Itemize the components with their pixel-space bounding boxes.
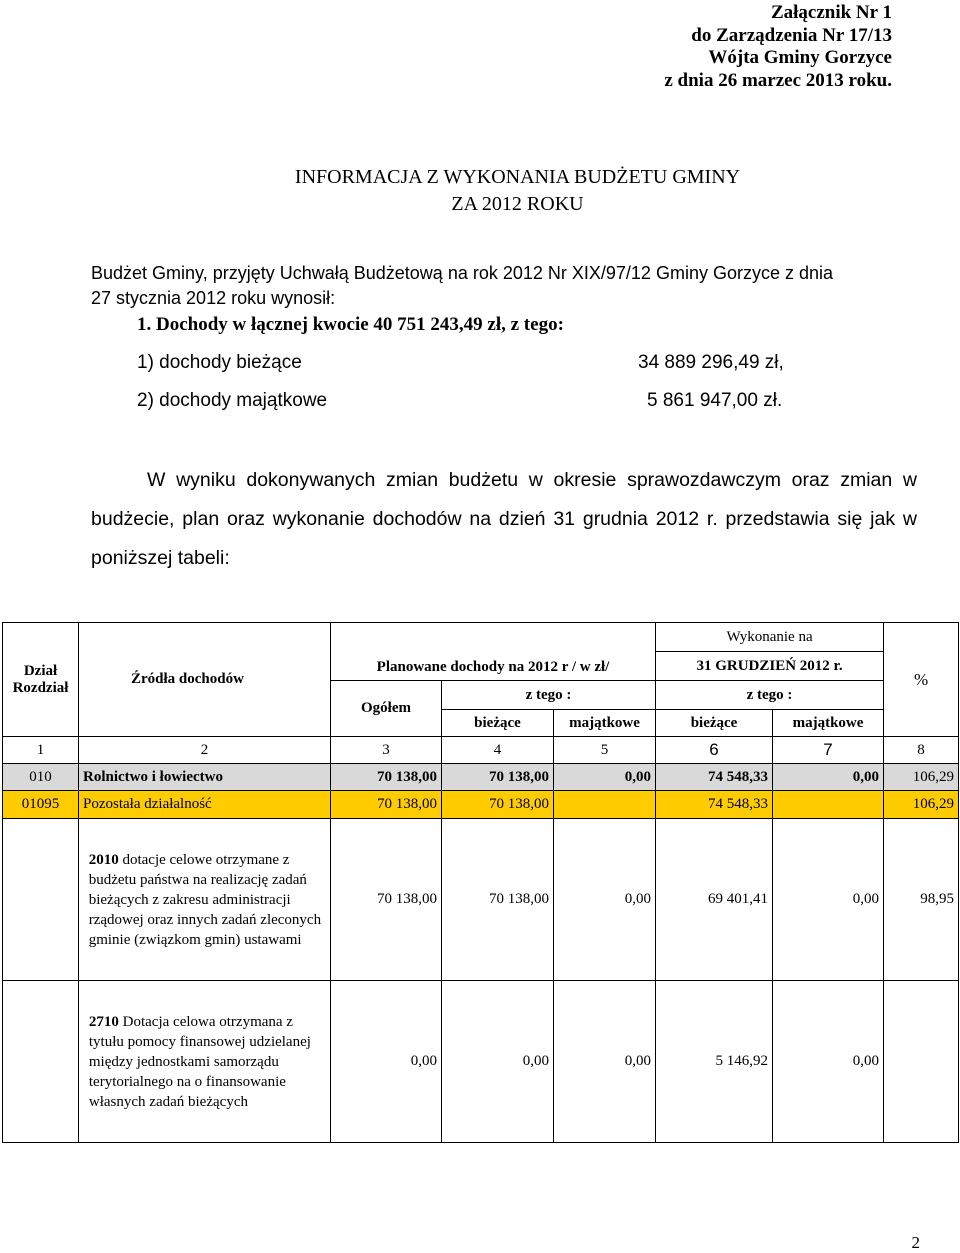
cell-biezace-plan: 70 138,00 bbox=[442, 764, 554, 791]
col-num-8: 8 bbox=[884, 737, 959, 764]
title-line-1: INFORMACJA Z WYKONANIA BUDŻETU GMINY bbox=[294, 166, 741, 188]
header-dzial bbox=[3, 623, 79, 737]
cell-majatkowe-plan: 0,00 bbox=[554, 981, 656, 1143]
col-num-3: 3 bbox=[331, 737, 442, 764]
paragraph-code: 2710 bbox=[88, 1013, 119, 1030]
cell-biezace-wyk: 74 548,33 bbox=[656, 791, 773, 819]
col-num-6: 6 bbox=[656, 737, 773, 764]
cell-majatkowe-plan: 0,00 bbox=[554, 819, 656, 981]
cell-majatkowe-wyk: 0,00 bbox=[773, 764, 884, 791]
header-biezace-wyk: bieżące bbox=[656, 710, 773, 737]
annex-line-4: z dnia 26 marzec 2013 roku. bbox=[664, 69, 892, 91]
cell-biezace-wyk: 74 548,33 bbox=[656, 764, 773, 791]
title-line-2: ZA 2012 ROKU bbox=[451, 193, 584, 215]
header-wykonanie-2: 31 GRUDZIEŃ 2012 r. bbox=[656, 652, 884, 681]
cell-biezace-wyk: 69 401,41 bbox=[656, 819, 773, 981]
cell-ogolem: 0,00 bbox=[331, 981, 442, 1143]
header-percent: % bbox=[884, 623, 959, 737]
page-number: 2 bbox=[911, 1233, 920, 1252]
cell-percent: 106,29 bbox=[884, 764, 959, 791]
col-num-5: 5 bbox=[554, 737, 656, 764]
paragraph-code: 2010 bbox=[88, 851, 119, 868]
cell-code-empty bbox=[3, 981, 79, 1143]
cell-name: Pozostała działalność bbox=[79, 791, 331, 819]
cell-percent: 98,95 bbox=[884, 819, 959, 981]
cell-desc-text bbox=[89, 850, 322, 950]
col-num-1: 1 bbox=[3, 737, 79, 764]
dochody-heading: 1. Dochody w łącznej kwocie 40 751 243,49 zł, z tego: bbox=[137, 314, 564, 335]
col-num-4: 4 bbox=[442, 737, 554, 764]
cell-desc-wrap bbox=[87, 1012, 322, 1112]
header-biezace-plan: bieżące bbox=[442, 710, 554, 737]
cell-desc-wrap bbox=[87, 850, 322, 950]
cell-ogolem: 70 138,00 bbox=[331, 819, 442, 981]
cell-majatkowe-plan bbox=[554, 791, 656, 819]
table-row-rozdzial bbox=[3, 791, 959, 819]
cell-ogolem: 70 138,00 bbox=[331, 791, 442, 819]
cell-percent bbox=[884, 981, 959, 1143]
header-ztego-wykonanie: z tego : bbox=[656, 681, 884, 710]
cell-code: 010 bbox=[3, 764, 79, 791]
header-rozdzial-label: Rozdział bbox=[12, 679, 69, 696]
annex-line-2: do Zarządzenia Nr 17/13 bbox=[691, 24, 892, 46]
cell-majatkowe-wyk bbox=[773, 791, 884, 819]
header-ztego-plan: z tego : bbox=[442, 681, 656, 710]
annex-line-1: Załącznik Nr 1 bbox=[770, 2, 892, 23]
cell-code-empty bbox=[3, 819, 79, 981]
col-num-7: 7 bbox=[773, 737, 884, 764]
cell-name: Rolnictwo i łowiectwo bbox=[79, 764, 331, 791]
cell-majatkowe-wyk: 0,00 bbox=[773, 981, 884, 1143]
annex-line-3: Wójta Gminy Gorzyce bbox=[708, 47, 892, 68]
header-majatkowe-plan: majątkowe bbox=[554, 710, 656, 737]
header-ogolem: Ogółem bbox=[331, 681, 442, 737]
paragraph-desc: dotacje celowe otrzymane z budżetu państwa na realizację zadań bieżących z zakresu administracji rządowej oraz innych zadań zleconych gminie (związkom gmin) ustawami bbox=[88, 851, 322, 948]
col-num-2: 2 bbox=[79, 737, 331, 764]
annex-header bbox=[664, 2, 892, 92]
dochody-biezace-label: 1) dochody bieżące bbox=[137, 352, 302, 373]
intro-line-1: Budżet Gminy, przyjęty Uchwałą Budżetową na rok 2012 Nr XIX/97/12 Gminy Gorzyce z dnia bbox=[91, 263, 833, 283]
cell-ogolem: 70 138,00 bbox=[331, 764, 442, 791]
cell-code: 01095 bbox=[3, 791, 79, 819]
document-title bbox=[0, 164, 960, 218]
header-zrodla: Źródła dochodów bbox=[79, 623, 331, 737]
header-planowane: Planowane dochody na 2012 r / w zł/ bbox=[331, 623, 656, 681]
intro-line-2: 27 stycznia 2012 roku wynosił: bbox=[91, 288, 336, 308]
cell-percent: 106,29 bbox=[884, 791, 959, 819]
table-row-dzial bbox=[3, 764, 959, 791]
cell-biezace-plan: 0,00 bbox=[442, 981, 554, 1143]
cell-majatkowe-wyk: 0,00 bbox=[773, 819, 884, 981]
cell-desc bbox=[79, 981, 331, 1143]
dochody-majatkowe-value: 5 861 947,00 zł. bbox=[647, 390, 783, 411]
cell-biezace-plan: 70 138,00 bbox=[442, 819, 554, 981]
cell-desc bbox=[79, 819, 331, 981]
header-wykonanie-1: Wykonanie na bbox=[656, 623, 884, 652]
header-majatkowe-wyk: majątkowe bbox=[773, 710, 884, 737]
paragraph-desc: Dotacja celowa otrzymana z tytułu pomocy finansowej udzielanej między jednostkami samorządu terytorialnego na o finansowanie własnych zadań bieżących bbox=[88, 1013, 311, 1110]
cell-biezace-plan: 70 138,00 bbox=[442, 791, 554, 819]
cell-desc-text bbox=[89, 1012, 322, 1112]
table-row-2710 bbox=[3, 981, 959, 1143]
intro-paragraph: W wyniku dokonywanych zmian budżetu w okresie sprawozdawczym oraz zmian w budżecie, plan oraz wykonanie dochodów na dzień 31 grudnia 2012 r. przedstawia się jak w poniższej tabeli: bbox=[91, 469, 917, 569]
cell-majatkowe-plan: 0,00 bbox=[554, 764, 656, 791]
dochody-biezace-value: 34 889 296,49 zł, bbox=[638, 352, 784, 373]
revenue-table bbox=[2, 622, 959, 1143]
header-dzial-label: Dział bbox=[23, 662, 58, 679]
cell-biezace-wyk: 5 146,92 bbox=[656, 981, 773, 1143]
dochody-majatkowe-label: 2) dochody majątkowe bbox=[137, 390, 328, 411]
table-row-2010 bbox=[3, 819, 959, 981]
